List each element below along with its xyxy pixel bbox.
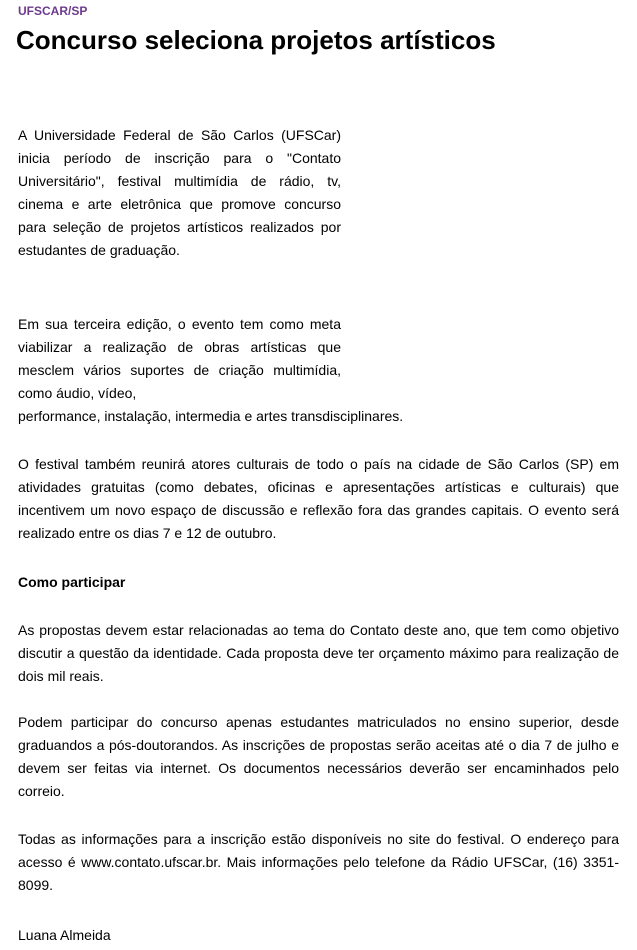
article-subheading: Como participar <box>18 574 126 590</box>
article-headline: Concurso seleciona projetos artísticos <box>16 25 496 55</box>
article-paragraph-eligibility: Podem participar do concurso apenas estudantes matriculados no ensino superior, desde graduandos a pós-doutorandos. As inscrições de propostas serão aceitas até o dia 7 de julho e devem ser feitas via internet. Os documentos necessários deverão ser encaminhados pelo correio. <box>18 714 619 799</box>
article-paragraph-contact: Todas as informações para a inscrição estão disponíveis no site do festival. O endereço para acesso é www.contato.ufscar.br. Mais informações pelo telefone da Rádio UFSCar, (16) 3351-8099. <box>18 831 619 893</box>
section-kicker: UFSCAR/SP <box>18 4 88 18</box>
article-paragraph-proposals: As propostas devem estar relacionadas ao tema do Contato deste ano, que tem como objetivo discutir a questão da identidade. Cada proposta deve ter orçamento máximo para realização de dois mil reais. <box>18 622 619 684</box>
article-paragraph-edition-tail: performance, instalação, intermedia e artes transdisciplinares. <box>18 408 404 424</box>
article-paragraph-edition-main: Em sua terceira edição, o evento tem como meta viabilizar a realização de obras artísticas que mesclem vários suportes de criação multimídia, como áudio, vídeo, <box>18 316 341 401</box>
article-paragraph-festival: O festival também reunirá atores culturais de todo o país na cidade de São Carlos (SP) em atividades gratuitas (como debates, oficinas e apresentações artísticas e culturais) que incentivem um novo espaço de discussão e reflexão fora das grandes capitais. O evento será realizado entre os dias 7 e 12 de outubro. <box>18 456 619 541</box>
article-paragraph-intro: A Universidade Federal de São Carlos (UFSCar) inicia período de inscrição para o "Contato Universitário", festival multimídia de rádio, tv, cinema e arte eletrônica que promove concurso para seleção de projetos artísticos realizados por estudantes de graduação. <box>18 127 341 258</box>
article-author: Luana Almeida <box>18 927 111 943</box>
article-paragraph-edition <box>18 313 404 428</box>
